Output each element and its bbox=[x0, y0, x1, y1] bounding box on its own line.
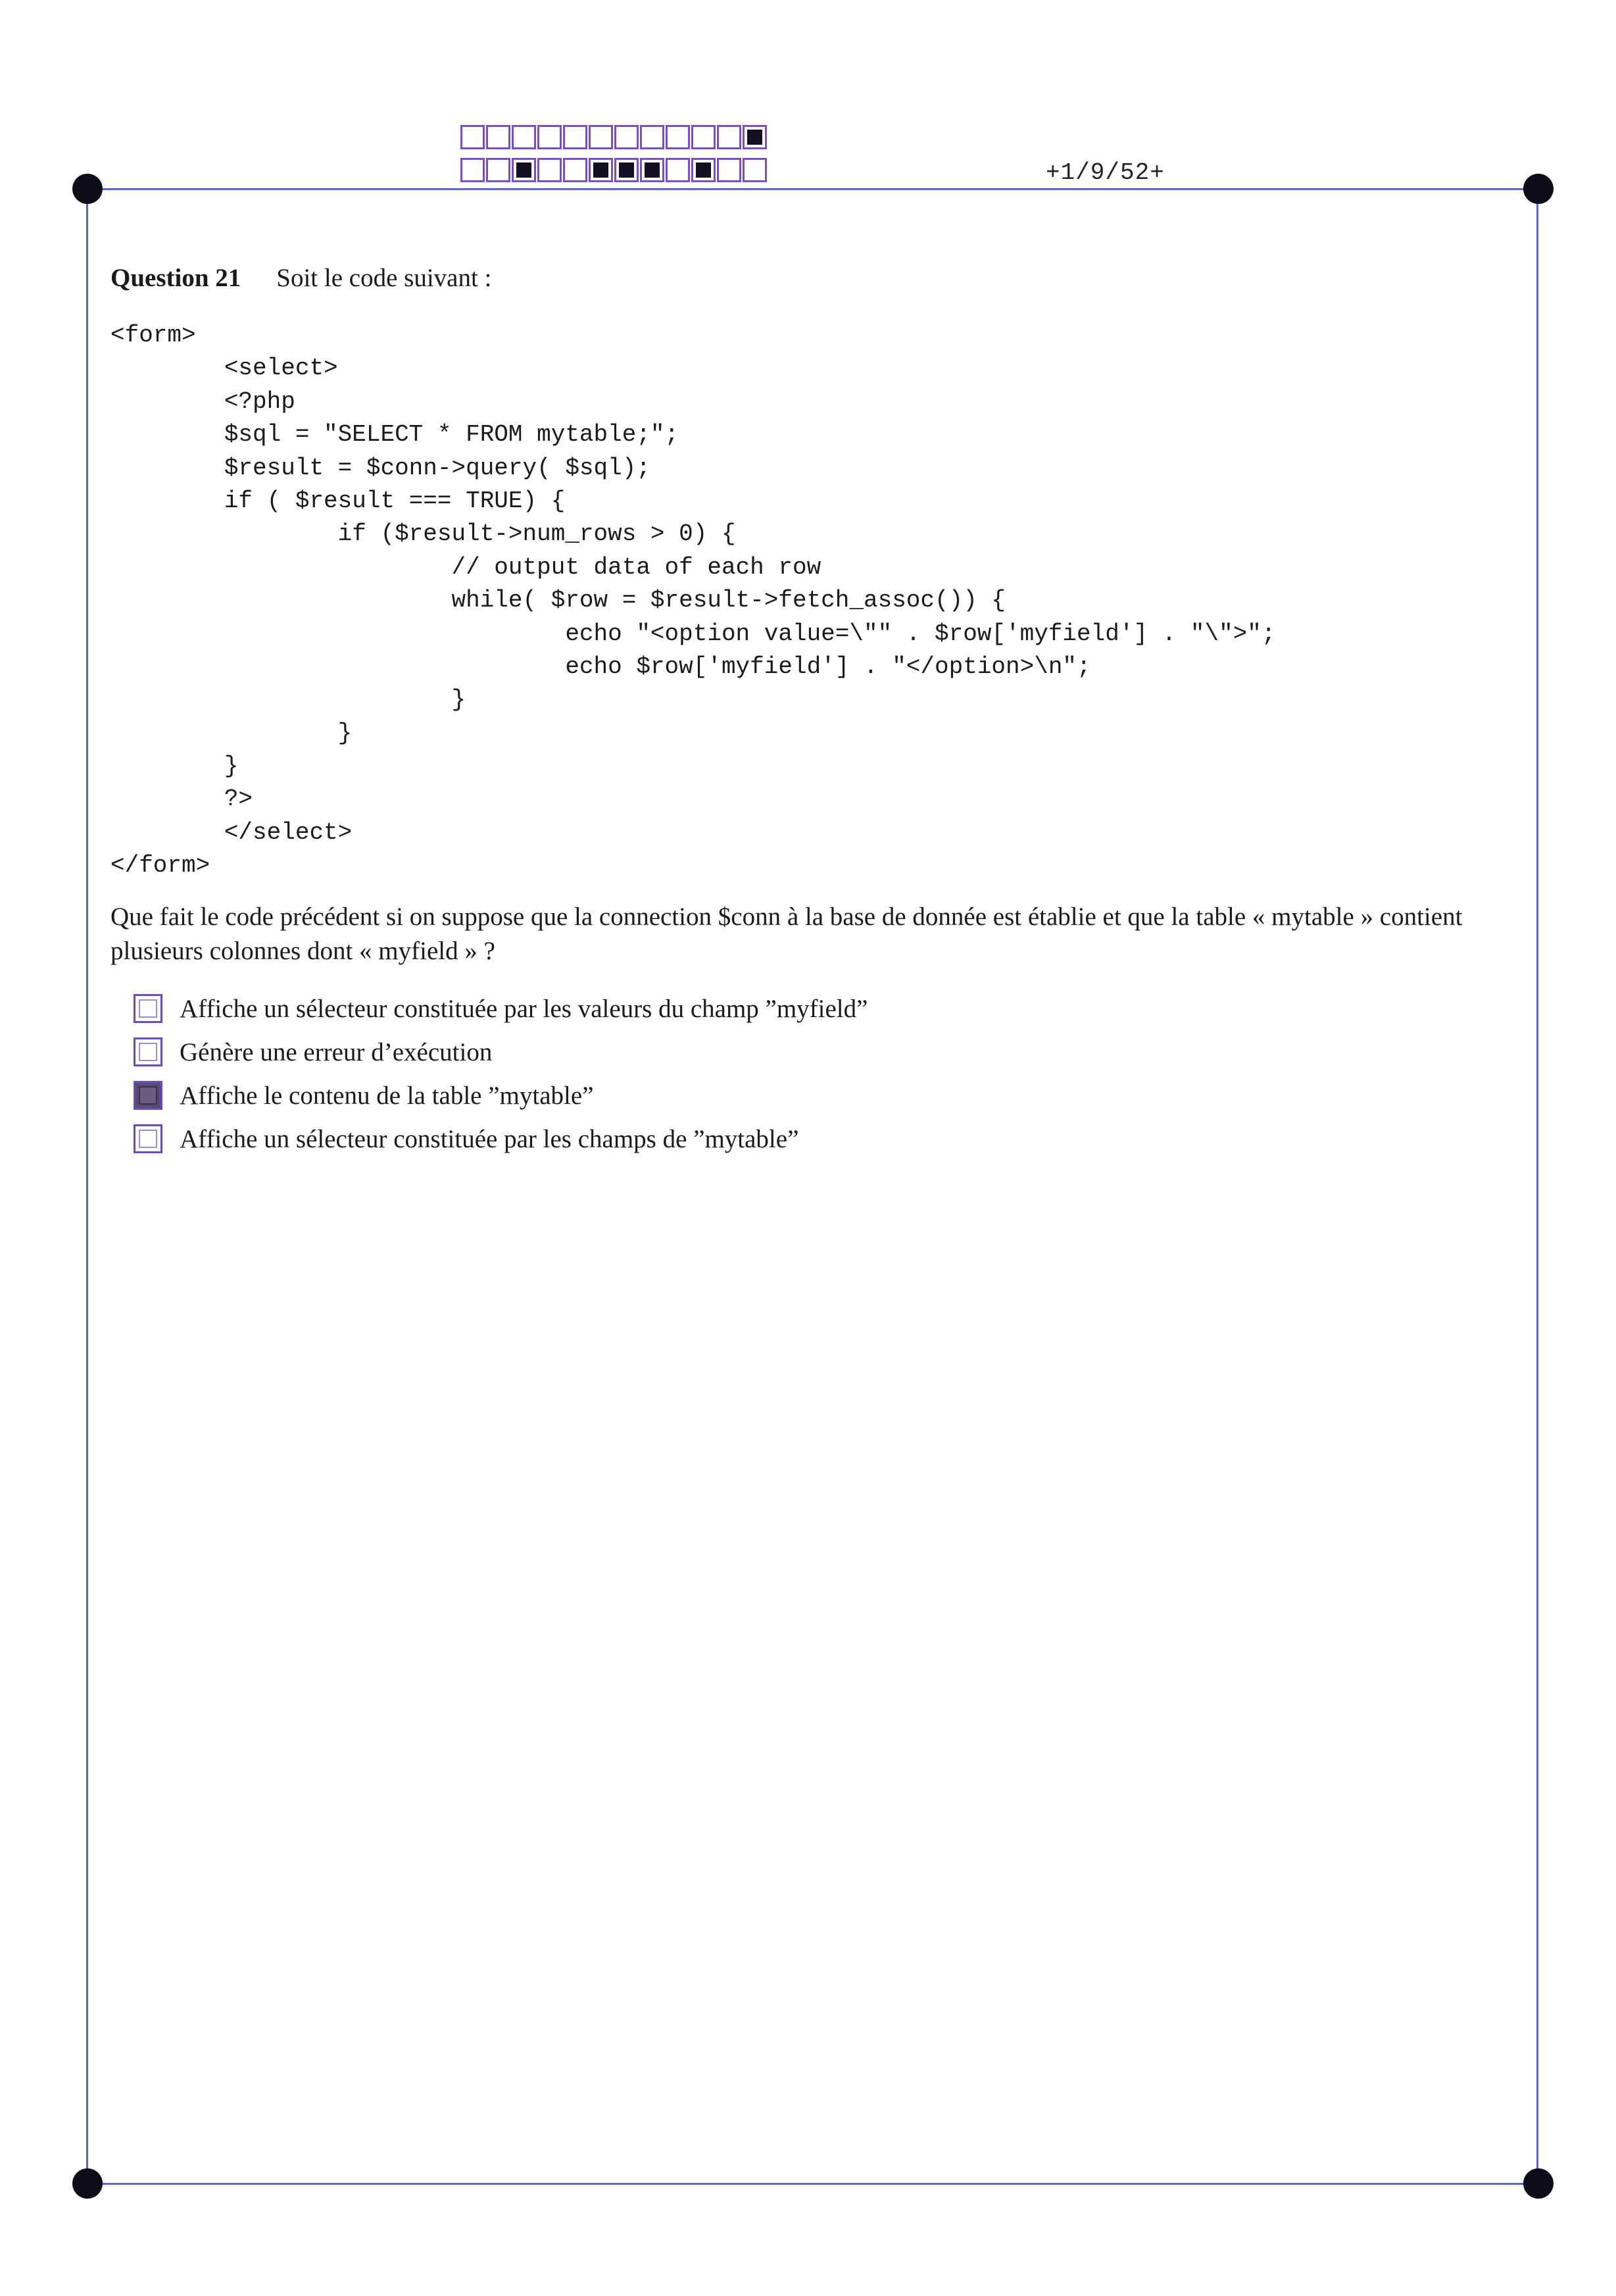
id-bit-filled bbox=[640, 158, 664, 182]
code-line: <?php bbox=[110, 387, 295, 415]
id-code-strip-top bbox=[460, 125, 768, 149]
question-header bbox=[110, 263, 491, 293]
id-code-strip-bottom bbox=[460, 158, 768, 182]
code-line: } bbox=[110, 753, 239, 780]
answer-label: Génère une erreur d’exécution bbox=[180, 1037, 493, 1066]
id-bit-empty bbox=[640, 125, 664, 149]
code-line: </select> bbox=[110, 818, 353, 846]
id-bit-empty bbox=[717, 158, 741, 182]
code-line: } bbox=[110, 686, 466, 714]
code-line: echo "<option value=\"" . $row['myfield'] . "\">"; bbox=[110, 620, 1276, 647]
id-bit-empty bbox=[691, 125, 716, 149]
page-identifier: +1/9/52+ bbox=[1046, 159, 1165, 186]
answer-option[interactable] bbox=[134, 987, 868, 1030]
code-line: $sql = "SELECT * FROM mytable;"; bbox=[110, 421, 679, 449]
frame-right-line bbox=[1536, 188, 1538, 2185]
code-line: // output data of each row bbox=[110, 553, 821, 581]
answer-checkbox[interactable] bbox=[134, 1037, 162, 1066]
id-bit-empty bbox=[589, 125, 613, 149]
answer-option[interactable] bbox=[134, 1117, 868, 1160]
id-bit-empty bbox=[486, 125, 510, 149]
corner-marker-bottom-left bbox=[72, 2168, 103, 2199]
code-listing bbox=[110, 319, 1276, 883]
id-bit-filled bbox=[614, 158, 639, 182]
corner-marker-bottom-right bbox=[1523, 2168, 1554, 2199]
answer-checkbox[interactable] bbox=[134, 1081, 162, 1110]
id-bit-empty bbox=[512, 125, 536, 149]
code-line: if ( $result === TRUE) { bbox=[110, 487, 566, 514]
code-line: if ($result->num_rows > 0) { bbox=[110, 520, 736, 548]
id-bit-empty bbox=[460, 158, 485, 182]
frame-left-line bbox=[86, 188, 88, 2185]
answer-checkbox[interactable] bbox=[134, 994, 162, 1023]
code-line: $result = $conn->query( $sql); bbox=[110, 454, 650, 482]
code-line: while( $row = $result->fetch_assoc()) { bbox=[110, 587, 1006, 614]
id-bit-empty bbox=[486, 158, 510, 182]
corner-marker-top-right bbox=[1523, 174, 1554, 204]
id-bit-filled bbox=[691, 158, 716, 182]
code-line: </form> bbox=[110, 852, 210, 880]
id-bit-empty bbox=[614, 125, 639, 149]
id-bit-filled bbox=[589, 158, 613, 182]
code-line: <select> bbox=[110, 355, 338, 382]
frame-bottom-line bbox=[87, 2183, 1538, 2185]
id-bit-empty bbox=[537, 125, 562, 149]
question-number: Question 21 bbox=[110, 264, 241, 292]
code-line: ?> bbox=[110, 786, 253, 813]
id-bit-empty bbox=[460, 125, 485, 149]
code-line: } bbox=[110, 719, 353, 747]
frame-top-line bbox=[87, 188, 1538, 190]
corner-marker-top-left bbox=[72, 174, 103, 204]
code-line: <form> bbox=[110, 322, 196, 349]
code-line: echo $row['myfield'] . "</option>\n"; bbox=[110, 653, 1091, 680]
answer-checkbox[interactable] bbox=[134, 1124, 162, 1153]
id-bit-empty bbox=[666, 125, 690, 149]
answer-option[interactable] bbox=[134, 1030, 868, 1074]
answer-label: Affiche le contenu de la table ”mytable” bbox=[180, 1081, 594, 1110]
id-bit-empty bbox=[743, 158, 767, 182]
answer-option[interactable] bbox=[134, 1074, 868, 1117]
answer-list bbox=[134, 987, 868, 1160]
id-bit-filled bbox=[512, 158, 536, 182]
id-bit-empty bbox=[666, 158, 690, 182]
id-bit-empty bbox=[563, 158, 587, 182]
id-bit-empty bbox=[563, 125, 587, 149]
id-bit-filled bbox=[743, 125, 767, 149]
question-intro: Soit le code suivant : bbox=[276, 264, 492, 292]
answer-label: Affiche un sélecteur constituée par les valeurs du champ ”myfield” bbox=[180, 994, 868, 1023]
id-bit-empty bbox=[537, 158, 562, 182]
id-bit-empty bbox=[717, 125, 741, 149]
question-prompt: Que fait le code précédent si on suppose que la connection $conn à la base de donnée est établie et que la table « mytable » contient plusieurs colonnes dont « myfield » ? bbox=[110, 903, 1463, 965]
answer-label: Affiche un sélecteur constituée par les champs de ”mytable” bbox=[180, 1124, 799, 1153]
